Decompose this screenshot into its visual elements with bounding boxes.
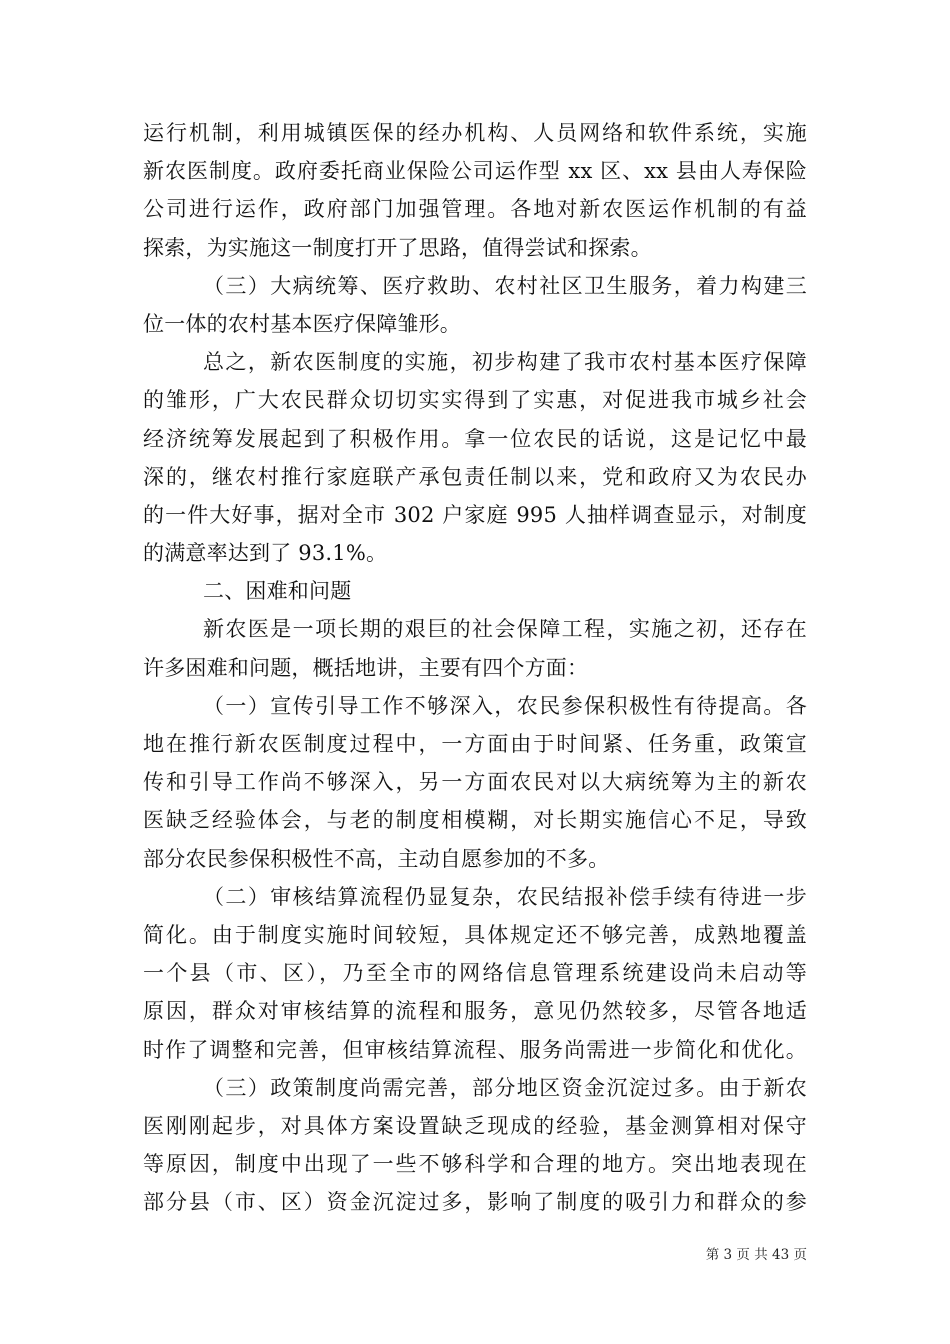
text-line: 位一体的农村基本医疗保障雏形。 (143, 311, 461, 336)
text-line: 经济统筹发展起到了积极作用。拿一位农民的话说，这是记忆中最 (143, 426, 807, 451)
text-line: （三）大病统筹、医疗救助、农村社区卫生服务，着力构建三 (203, 273, 807, 298)
text-line: 时作了调整和完善，但审核结算流程、服务尚需进一步简化和优化。 (143, 1037, 807, 1062)
text-line: 一个县（市、区），乃至全市的网络信息管理系统建设尚未启动等 (143, 961, 807, 986)
text-line: 部分县（市、区）资金沉淀过多，影响了制度的吸引力和群众的参 (143, 1190, 807, 1215)
text-line: （二）审核结算流程仍显复杂，农民结报补偿手续有待进一步 (203, 884, 807, 909)
text-line: 深的，继农村推行家庭联产承包责任制以来，党和政府又为农民办 (143, 464, 807, 489)
text-line: 医刚刚起步，对具体方案设置缺乏现成的经验，基金测算相对保守 (143, 1113, 807, 1138)
text-line: 运行机制，利用城镇医保的经办机构、人员网络和软件系统，实施 (143, 121, 807, 145)
text-line: 探索，为实施这一制度打开了思路，值得尝试和探索。 (143, 235, 652, 260)
body-text (143, 114, 807, 1221)
text-line: 原因，群众对审核结算的流程和服务，意见仍然较多，尽管各地适 (143, 999, 807, 1024)
text-line: 公司进行运作，政府部门加强管理。各地对新农医运作机制的有益 (143, 197, 807, 222)
text-line: 的满意率达到了 93.1%。 (143, 541, 388, 566)
section-heading: 二、困难和问题 (203, 579, 352, 604)
text-line: 许多困难和问题，概括地讲，主要有四个方面： (143, 655, 589, 680)
text-line: 传和引导工作尚不够深入，另一方面农民对以大病统筹为主的新农 (143, 770, 807, 795)
text-line: 总之，新农医制度的实施，初步构建了我市农村基本医疗保障 (203, 350, 807, 375)
text-line: 地在推行新农医制度过程中，一方面由于时间紧、任务重，政策宣 (143, 732, 807, 756)
text-line: 的雏形，广大农民群众切切实实得到了实惠，对促进我市城乡社会 (143, 388, 807, 413)
text-line: 的一件大好事，据对全市 302 户家庭 995 人抽样调查显示，对制度 (143, 502, 807, 527)
text-line: （一）宣传引导工作不够深入，农民参保积极性有待提高。各 (203, 693, 807, 718)
text-line: 医缺乏经验体会，与老的制度相模糊，对长期实施信心不足，导致 (143, 808, 807, 833)
page-number: 第 3 页 共 43 页 (705, 1247, 807, 1263)
text-line: （三）政策制度尚需完善，部分地区资金沉淀过多。由于新农 (203, 1075, 807, 1100)
text-line: 新农医是一项长期的艰巨的社会保障工程，实施之初，还存在 (203, 617, 807, 642)
text-line: 部分农民参保积极性不高，主动自愿参加的不多。 (143, 846, 610, 871)
text-line: 等原因，制度中出现了一些不够科学和合理的地方。突出地表现在 (143, 1152, 807, 1177)
text-line: 简化。由于制度实施时间较短，具体规定还不够完善，成熟地覆盖 (143, 922, 807, 947)
text-line: 新农医制度。政府委托商业保险公司运作型 xx 区、xx 县由人寿保险 (143, 159, 807, 184)
